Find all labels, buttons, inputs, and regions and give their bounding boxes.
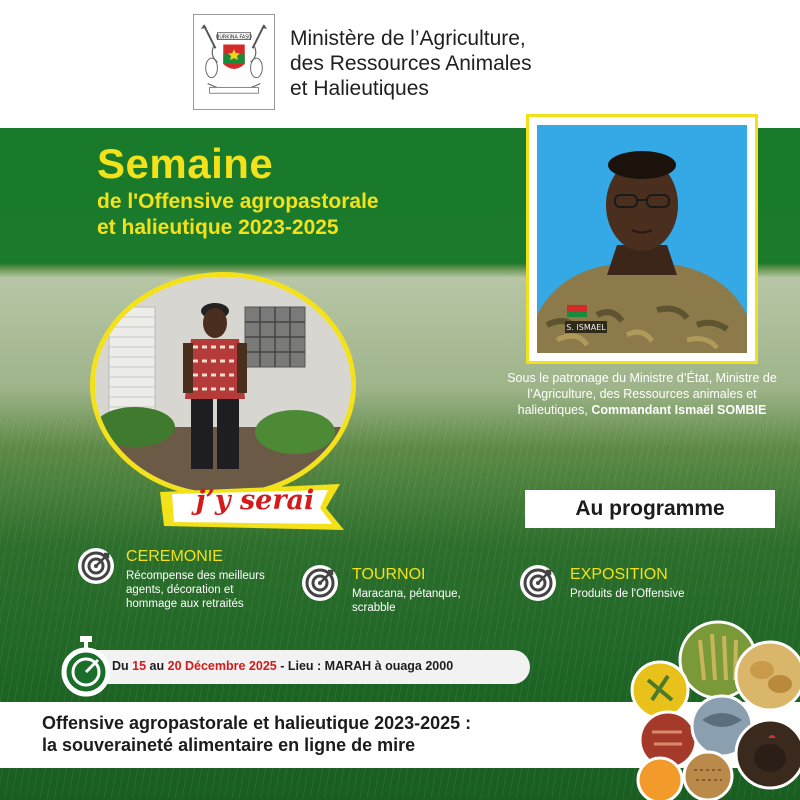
- activity-description: [126, 569, 265, 611]
- activity-description: [352, 587, 461, 615]
- ministry-line: et Halieutiques: [290, 77, 429, 100]
- title-line-2: et halieutique 2023-2025: [97, 216, 339, 239]
- event-location: - Lieu : MARAH à ouaga 2000: [280, 659, 454, 673]
- header: [0, 0, 800, 128]
- attendee-photo: [90, 272, 356, 498]
- activity-desc-line: Récompense des meilleurs: [126, 570, 265, 582]
- ministry-line: Ministère de l’Agriculture,: [290, 27, 526, 50]
- ministry-line: des Ressources Animales: [290, 52, 532, 75]
- activity-title: TOURNOI: [352, 566, 426, 583]
- activity-desc-line: hommage aux retraités: [126, 598, 244, 610]
- ministry-name: [290, 26, 532, 101]
- svg-text:S. ISMAEL: S. ISMAEL: [566, 323, 606, 332]
- footer-line: la souveraineté alimentaire en ligne de mire: [42, 735, 416, 755]
- target-icon: [302, 565, 338, 601]
- activity-desc-line: agents, décoration et: [126, 584, 234, 596]
- coat-of-arms-icon: [193, 14, 275, 110]
- activity-description: [570, 587, 685, 601]
- footer-line: Offensive agropastorale et halieutique 2023-2025 :: [42, 713, 472, 733]
- footer-slogan: [42, 712, 471, 756]
- programme-heading: Au programme: [525, 490, 775, 528]
- target-icon: [520, 565, 556, 601]
- activity-desc-line: Produits de l'Offensive: [570, 588, 685, 600]
- minister-name: Commandant Ismaël SOMBIE: [591, 403, 767, 417]
- event-date-text: [112, 659, 453, 673]
- date-end: 20 Décembre 2025: [167, 659, 277, 673]
- activity-title: EXPOSITION: [570, 566, 668, 583]
- jyserai-label: j’y serai: [195, 485, 315, 516]
- activity-desc-line: scrabble: [352, 602, 396, 614]
- svg-text:BURKINA FASO: BURKINA FASO: [216, 34, 252, 41]
- date-start: 15: [132, 659, 147, 673]
- date-connector: au: [149, 659, 165, 673]
- patronage-text: [492, 370, 792, 418]
- produce-collage-icon: [630, 620, 800, 800]
- target-icon: [78, 548, 114, 584]
- minister-portrait-frame: [526, 114, 758, 364]
- activity-desc-line: Maracana, pétanque,: [352, 588, 461, 600]
- stopwatch-icon: [58, 634, 114, 698]
- title-main: Semaine: [97, 140, 274, 187]
- minister-portrait: [537, 125, 747, 353]
- date-prefix: Du: [112, 659, 129, 673]
- patronage-description: Sous le patronage du Ministre d’État, Ministre de l’Agriculture, des Ressources animales et halieutiques,: [507, 371, 777, 417]
- activity-title: CEREMONIE: [126, 548, 223, 565]
- title-line-1: de l'Offensive agropastorale: [97, 190, 379, 213]
